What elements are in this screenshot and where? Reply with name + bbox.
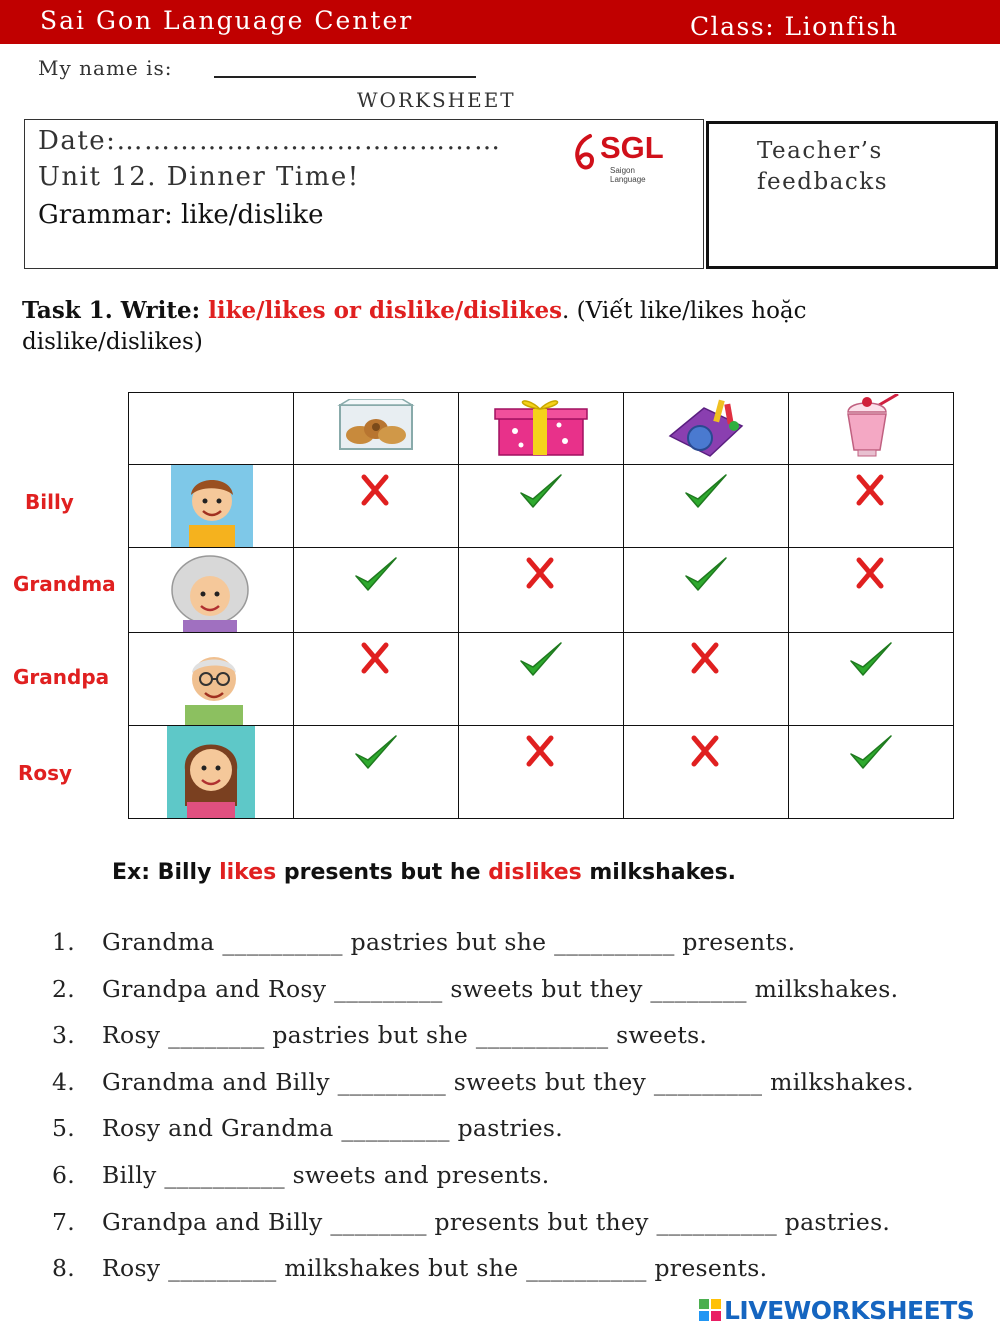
class-name: Class: Lionfish	[690, 12, 899, 41]
sweets-icon	[664, 396, 748, 458]
mark-cell	[789, 465, 954, 548]
sentence-list	[52, 928, 914, 1301]
mark-cell	[294, 633, 459, 726]
unit-title: Unit 12. Dinner Time!	[38, 162, 360, 192]
sentence-item[interactable]: 7. Grandpa and Billy ________ presents but they __________ pastries.	[52, 1207, 891, 1236]
cross-icon	[352, 471, 400, 511]
sentence-item[interactable]: 4. Grandma and Billy _________ sweets but they _________ milkshakes.	[52, 1067, 914, 1096]
cross-icon	[682, 639, 730, 679]
grandpa-icon	[173, 643, 255, 725]
billy-icon	[171, 465, 253, 547]
header-bar	[0, 0, 1000, 44]
name-input-line[interactable]	[214, 76, 476, 78]
check-icon	[517, 639, 565, 679]
mark-cell	[624, 633, 789, 726]
header-milkshake	[789, 393, 954, 465]
avatar-cell	[129, 465, 294, 548]
sentence-item[interactable]: 2. Grandpa and Rosy _________ sweets but they ________ milkshakes.	[52, 974, 899, 1003]
header-presents	[459, 393, 624, 465]
cross-icon	[847, 554, 895, 594]
cross-icon	[847, 471, 895, 511]
check-icon	[847, 639, 895, 679]
mark-cell	[294, 548, 459, 633]
cross-icon	[352, 639, 400, 679]
row-label-billy: Billy	[25, 490, 74, 514]
check-icon	[352, 554, 400, 594]
row-label-rosy: Rosy	[18, 761, 73, 785]
check-icon	[682, 471, 730, 511]
pastries-icon	[336, 399, 416, 457]
mark-cell	[294, 726, 459, 819]
mark-cell	[789, 548, 954, 633]
avatar-cell	[129, 548, 294, 633]
feedback-label: Teacher’s feedbacks	[757, 138, 889, 195]
worksheet-title: WORKSHEET	[357, 88, 516, 112]
likes-table	[128, 392, 954, 819]
cross-icon	[682, 732, 730, 772]
check-icon	[847, 732, 895, 772]
liveworksheets-text: LIVEWORKSHEETS	[724, 1296, 975, 1325]
logo-subtitle: Saigon Language	[610, 166, 646, 184]
liveworksheets-logo[interactable]	[698, 1298, 994, 1326]
mark-cell	[789, 633, 954, 726]
check-icon	[352, 732, 400, 772]
task-instructions: Task 1. Write: like/likes or dislike/dislikes. (Viết like/likes hoặc dislike/dislikes)	[22, 297, 807, 355]
sentence-item[interactable]: 1. Grandma __________ pastries but she __________ presents.	[52, 928, 796, 956]
sgl-swirl-icon	[570, 132, 600, 176]
logo-text: SGL	[600, 130, 664, 165]
name-label: My name is:	[38, 56, 173, 80]
rosy-icon	[167, 726, 255, 818]
sentence-item[interactable]: 8. Rosy _________ milkshakes but she __________ presents.	[52, 1254, 768, 1283]
mark-cell	[624, 726, 789, 819]
info-box	[24, 119, 704, 269]
avatar-cell	[129, 633, 294, 726]
table-row-grandpa	[129, 633, 954, 726]
school-name: Sai Gon Language Center	[40, 6, 414, 35]
grammar-topic: Grammar: like/dislike	[38, 200, 324, 230]
date-line: Date:……………………………………	[38, 126, 502, 156]
mark-cell	[789, 726, 954, 819]
mark-cell	[294, 465, 459, 548]
mark-cell	[459, 633, 624, 726]
mark-cell	[459, 465, 624, 548]
row-label-grandpa: Grandpa	[13, 665, 110, 689]
table-row-billy	[129, 465, 954, 548]
milkshake-icon	[836, 394, 906, 460]
cross-icon	[517, 554, 565, 594]
sgl-logo	[570, 130, 670, 184]
presents-icon	[493, 397, 589, 457]
header-pastries	[294, 393, 459, 465]
sentence-item[interactable]: 6. Billy __________ sweets and presents.	[52, 1160, 550, 1189]
teacher-feedback-box[interactable]	[706, 121, 998, 269]
mark-cell	[624, 548, 789, 633]
sentence-item[interactable]: 3. Rosy ________ pastries but she ___________ sweets.	[52, 1021, 708, 1050]
header-empty-cell	[129, 393, 294, 465]
check-icon	[517, 471, 565, 511]
mark-cell	[624, 465, 789, 548]
table-row-grandma	[129, 548, 954, 633]
avatar-cell	[129, 726, 294, 819]
sentence-item[interactable]: 5. Rosy and Grandma _________ pastries.	[52, 1114, 564, 1143]
example-sentence: Ex: Billy likes presents but he dislikes milkshakes.	[112, 860, 737, 885]
header-sweets	[624, 393, 789, 465]
liveworksheets-icon	[698, 1298, 722, 1322]
grandma-icon	[165, 550, 255, 632]
table-row-rosy	[129, 726, 954, 819]
mark-cell	[459, 726, 624, 819]
task-highlight: like/likes or dislike/dislikes	[208, 297, 563, 324]
row-label-grandma: Grandma	[13, 572, 116, 596]
check-icon	[682, 554, 730, 594]
cross-icon	[517, 732, 565, 772]
mark-cell	[459, 548, 624, 633]
